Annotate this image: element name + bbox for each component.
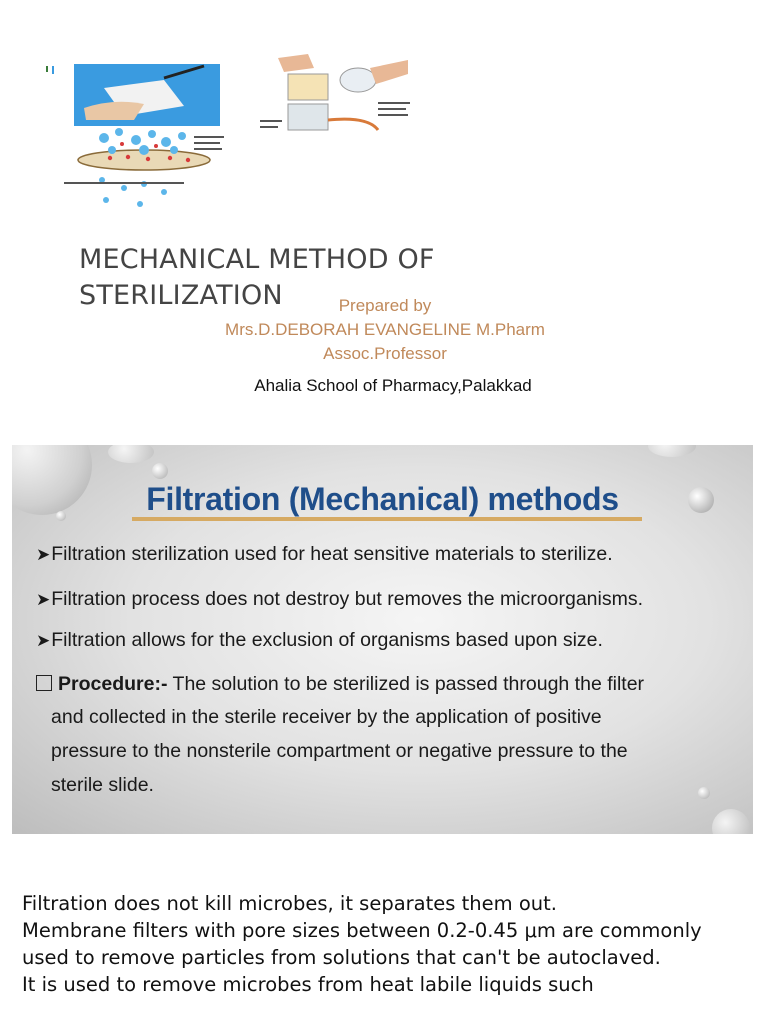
note-paragraph: It is used to remove microbes from heat labile liquids such <box>22 973 594 996</box>
filtration-methods-slide <box>12 445 753 834</box>
decorative-bubble <box>712 809 750 834</box>
procedure-line: sterile slide. <box>51 774 154 796</box>
bullet-item: ➤Filtration sterilization used for heat sensitive materials to sterilize. <box>36 543 613 565</box>
membrane-filter-illustration <box>44 58 230 210</box>
author-role: Assoc.Professor <box>323 344 447 363</box>
slide-heading: Filtration (Mechanical) methods <box>146 481 619 517</box>
decorative-bubble <box>108 445 154 463</box>
school-name: Ahalia School of Pharmacy,Palakkad <box>254 376 532 395</box>
arrow-bullet-icon: ➤ <box>36 631 51 650</box>
prepared-by-label: Prepared by <box>338 296 432 315</box>
bullet-item: ➤Filtration allows for the exclusion of organisms based upon size. <box>36 629 603 651</box>
note-paragraph: Membrane filters with pore sizes between 0.2-0.45 μm are commonly used to remove particles from solutions that can't be autoclaved. <box>22 919 702 969</box>
author-name: Mrs.D.DEBORAH EVANGELINE M.Pharm <box>225 320 545 339</box>
checkbox-bullet-icon <box>36 675 52 691</box>
filtration-notes-slide <box>22 890 752 998</box>
note-paragraph: Filtration does not kill microbes, it separates them out. <box>22 892 557 915</box>
procedure-line: pressure to the nonsterile compartment or negative pressure to the <box>51 740 628 762</box>
filter-flask-illustration <box>258 50 420 142</box>
decorative-bubble <box>648 445 696 457</box>
heading-underline <box>132 517 642 521</box>
procedure-line: The solution to be sterilized is passed through the filter <box>172 673 645 695</box>
procedure-item <box>36 667 736 701</box>
procedure-label: Procedure:- <box>58 673 168 695</box>
arrow-bullet-icon: ➤ <box>36 545 51 564</box>
decorative-bubble <box>152 463 168 479</box>
title-slide <box>0 0 768 420</box>
arrow-bullet-icon: ➤ <box>36 590 51 609</box>
presentation-title: MECHANICAL METHOD OF STERILIZATION <box>79 244 435 311</box>
procedure-line: and collected in the sterile receiver by the application of positive <box>51 706 602 728</box>
bullet-item: ➤Filtration process does not destroy but removes the microorganisms. <box>36 588 644 610</box>
